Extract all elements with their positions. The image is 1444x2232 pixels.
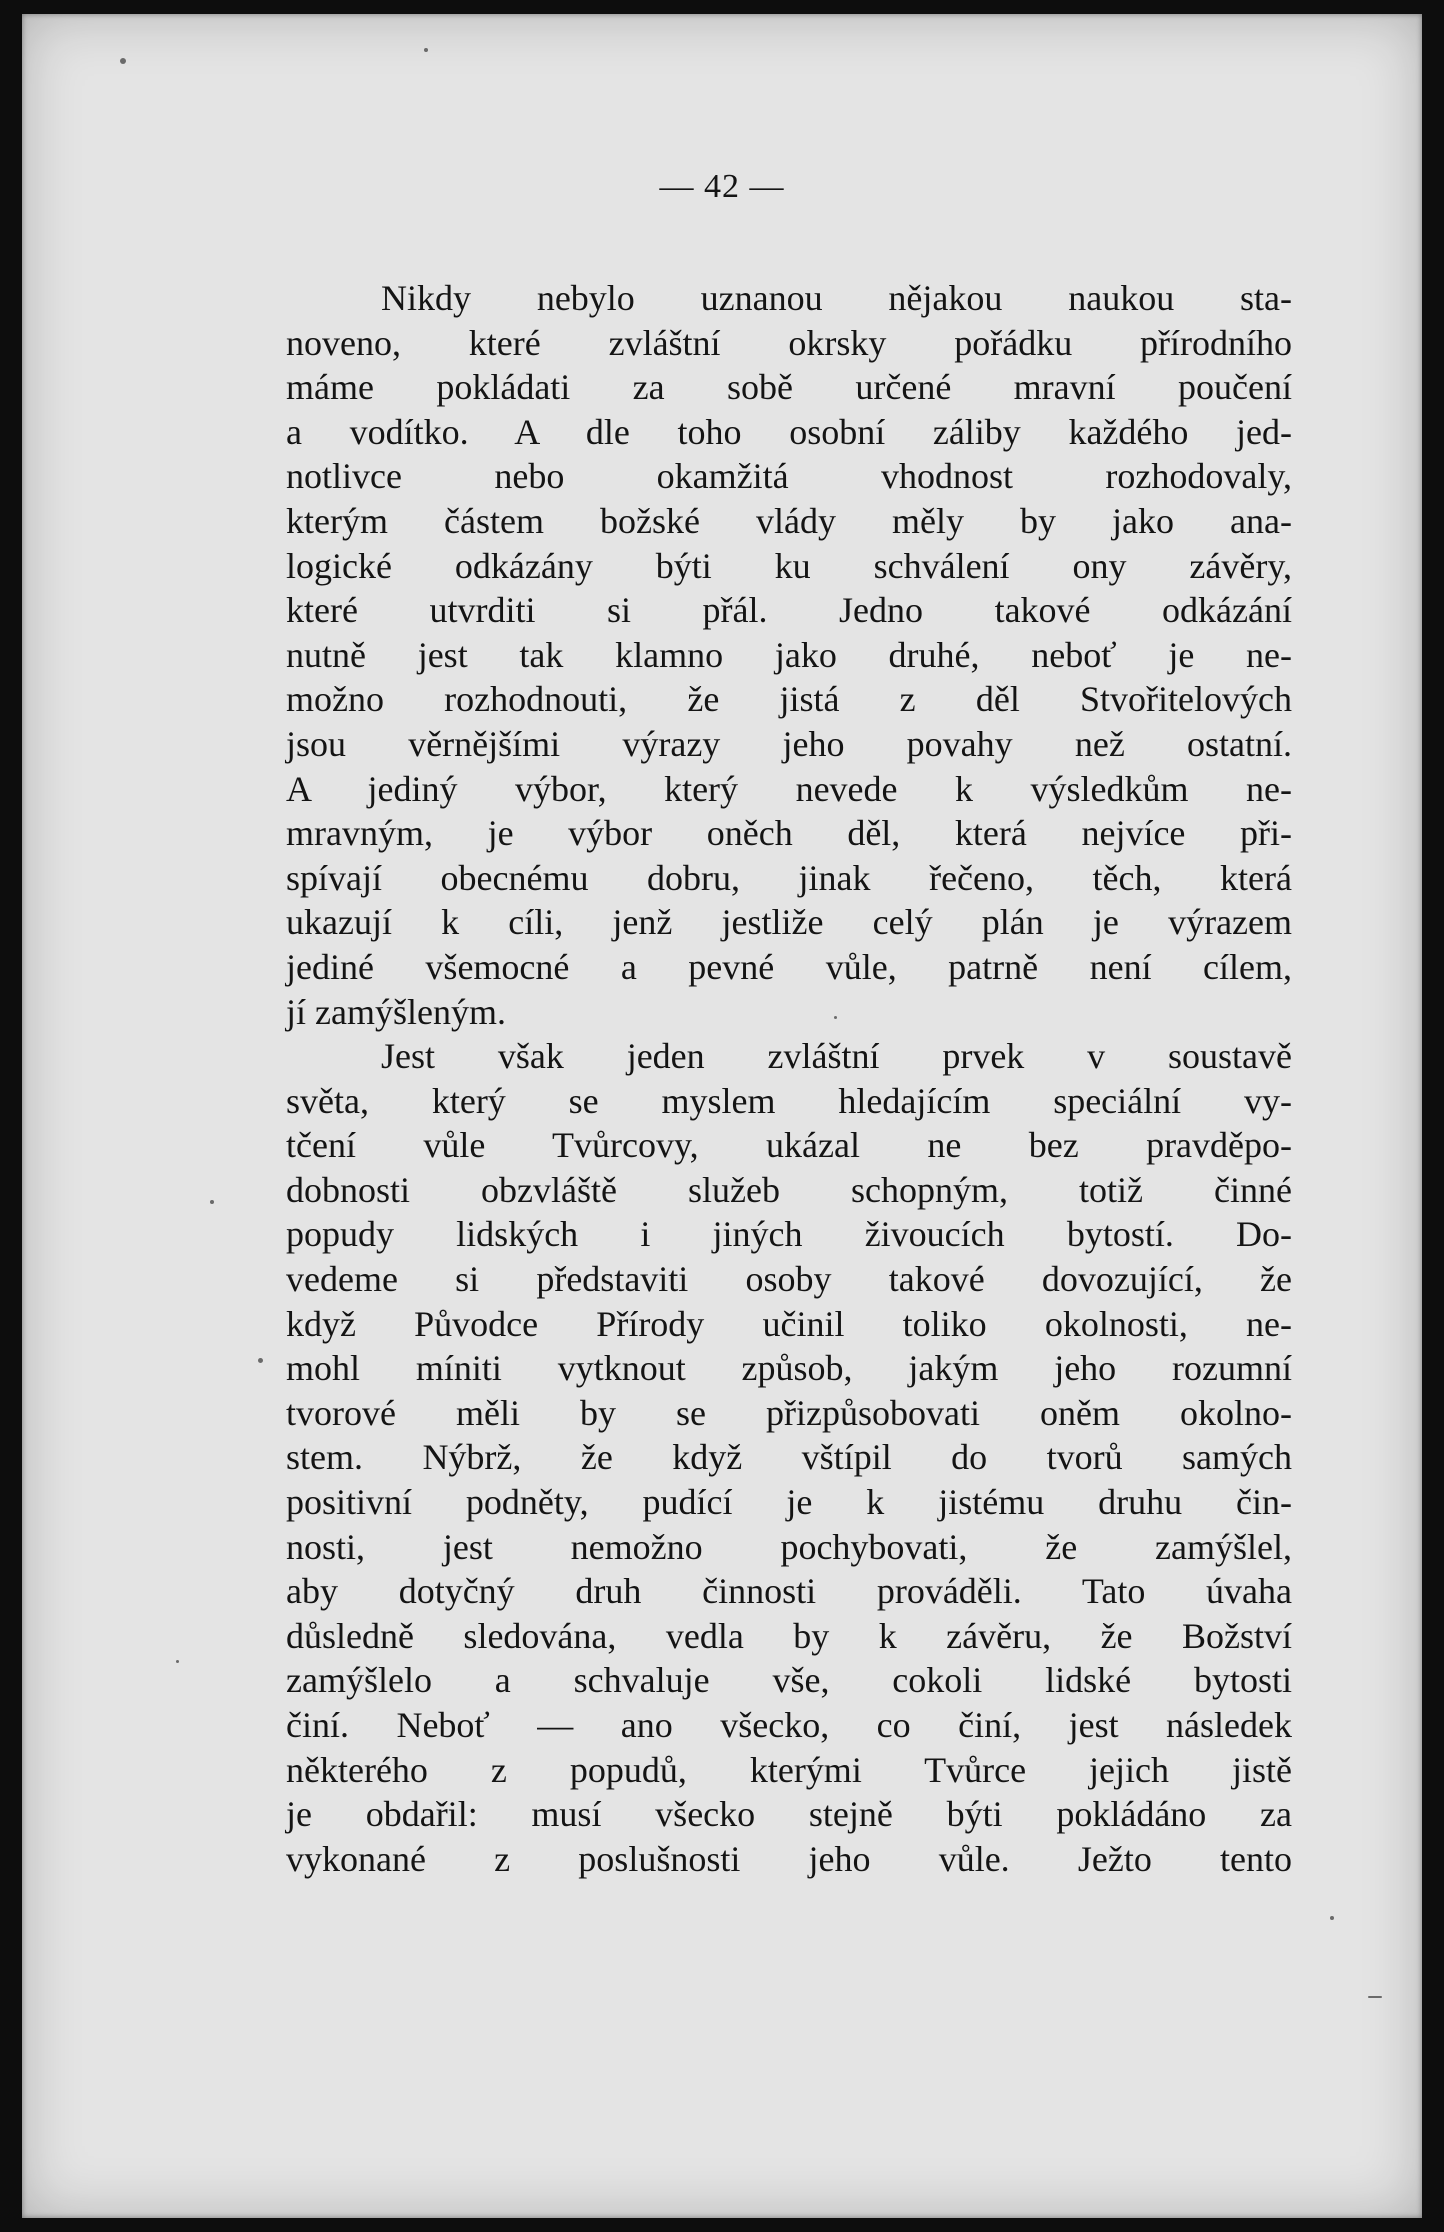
scan-speck	[258, 1358, 263, 1363]
text-line: dobnosti obzvláště služeb schopným, totiž činné	[286, 1169, 1292, 1210]
text-line: stem. Nýbrž, že když vštípil do tvorů samých	[286, 1437, 1292, 1478]
text-line: jí zamýšleným.	[286, 991, 506, 1032]
text-line: a vodítko. A dle toho osobní záliby každého jed-	[286, 411, 1292, 452]
text-line: ukazují k cíli, jenž jestliže celý plán je výrazem	[286, 902, 1292, 943]
text-line: logické odkázány býti ku schválení ony závěry,	[286, 545, 1292, 586]
scan-speck	[176, 1660, 179, 1663]
text-line: mravným, je výbor oněch děl, která nejvíce při-	[286, 813, 1292, 854]
scan-speck	[1330, 1916, 1334, 1920]
text-line: A jediný výbor, který nevede k výsledkům ne-	[286, 768, 1292, 809]
text-line: spívají obecnému dobru, jinak řečeno, těch, která	[286, 857, 1292, 898]
text-line: tvorové měli by se přizpůsobovati oněm okolno-	[286, 1392, 1292, 1433]
paragraph-1	[286, 276, 1292, 1034]
text-line: nutně jest tak klamno jako druhé, neboť je ne-	[286, 634, 1292, 675]
text-line: positivní podněty, pudící je k jistému druhu čin-	[286, 1482, 1292, 1523]
text-line: světa, který se myslem hledajícím speciální vy-	[286, 1080, 1292, 1121]
text-line: tčení vůle Tvůrcovy, ukázal ne bez pravděpo-	[286, 1125, 1292, 1166]
scan-speck	[1368, 1996, 1382, 1998]
text-line: nosti, jest nemožno pochybovati, že zamýšlel,	[286, 1526, 1292, 1567]
paragraph-2	[286, 1034, 1292, 1881]
text-line: činí. Neboť — ano všecko, co činí, jest následek	[286, 1705, 1292, 1745]
text-line: aby dotyčný druh činnosti prováděli. Tato úvaha	[286, 1571, 1292, 1612]
text-line: vykonané z poslušnosti jeho vůle. Ježto tento	[286, 1838, 1292, 1879]
text-line: kterým částem božské vlády měly by jako ana-	[286, 500, 1292, 541]
text-line: popudy lidských i jiných živoucích bytostí. Do-	[286, 1214, 1292, 1255]
text-line: mohl míniti vytknout způsob, jakým jeho rozumní	[286, 1348, 1292, 1389]
text-line: možno rozhodnouti, že jistá z děl Stvořitelových	[286, 679, 1292, 720]
text-line: jsou věrnějšími výrazy jeho povahy než ostatní.	[286, 723, 1292, 764]
text-line: máme pokládati za sobě určené mravní poučení	[286, 367, 1292, 408]
text-line: noveno, které zvláštní okrsky pořádku přírodního	[286, 322, 1292, 363]
text-line: jediné všemocné a pevné vůle, patrně není cílem,	[286, 946, 1292, 987]
body-text	[286, 276, 1292, 1881]
scan-speck	[424, 48, 428, 52]
text-line: zamýšlelo a schvaluje vše, cokoli lidské bytosti	[286, 1660, 1292, 1701]
text-line: notlivce nebo okamžitá vhodnost rozhodovaly,	[286, 456, 1292, 497]
text-line: některého z popudů, kterými Tvůrce jejich jistě	[286, 1749, 1292, 1790]
text-line: které utvrditi si přál. Jedno takové odkázání	[286, 590, 1292, 631]
text-line: vedeme si představiti osoby takové dovozující, že	[286, 1259, 1292, 1300]
text-line: důsledně sledována, vedla by k závěru, že Božství	[286, 1615, 1292, 1656]
text-line: Nikdy nebylo uznanou nějakou naukou sta-	[381, 278, 1292, 318]
page-number: — 42 —	[659, 168, 785, 205]
scan-speck	[120, 58, 126, 64]
text-line: Jest však jeden zvláštní prvek v soustavě	[381, 1036, 1292, 1077]
scan-speck	[210, 1200, 214, 1204]
text-line: když Původce Přírody učinil toliko okolnosti, ne-	[286, 1303, 1292, 1344]
text-line: je obdařil: musí všecko stejně býti pokládáno za	[286, 1794, 1292, 1835]
